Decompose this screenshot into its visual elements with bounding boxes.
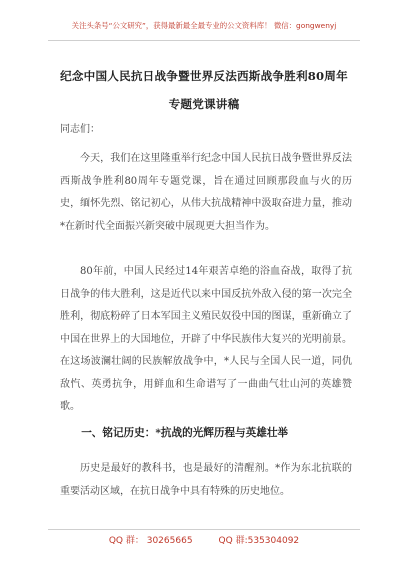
document-title: 纪念中国人民抗日战争暨世界反法西斯战争胜利80周年专题党课讲稿 (60, 69, 348, 111)
header-promo-text: 关注头条号“公文研究”，获得最新最全最专业的公文资料库！ 微信：gongwenyj (71, 21, 337, 30)
footer-qq-group-1: QQ 群： 30265665 (108, 536, 193, 546)
paragraph-intro: 今天，我们在这里隆重举行纪念中国人民抗日战争暨世界反法西斯战争胜利80周年专题党课，旨在通过回顾那段血与火的历史，缅怀先烈、铭记初心，从伟大抗战精神中汲取奋进力量，推动*在新时代全面振兴新突破中展现更大担当作为。 (60, 153, 352, 232)
salutation: 同志们： (60, 124, 100, 135)
paragraph-section-1: 历史是最好的教科书，也是最好的清醒剂。*作为东北抗联的重要活动区域，在抗日战争中具有特殊的历史地位。 (60, 463, 352, 497)
footer-qq-group-2: QQ 群:535304092 (218, 536, 300, 546)
paragraph-history: 80年前，中国人民经过14年艰苦卓绝的浴血奋战，取得了抗日战争的伟大胜利，这是近代以来中国反抗外敌入侵的第一次完全胜利，彻底粉碎了日本军国主义殖民奴役中国的图谋，重新确立了中国在世界上的大国地位，开辟了中华民族伟大复兴的光明前景。在这场波澜壮阔的民族解放战争中，*人民与全国人民一道，同仇敌忾、英勇抗争，用鲜血和生命谱写了一曲曲气壮山河的英雄赞歌。 (60, 266, 352, 412)
section-heading-1: 一、铭记历史：*抗战的光辉历程与英雄壮举 (81, 427, 289, 439)
footer-qq-groups (0, 533, 408, 546)
footer-divider (48, 529, 360, 530)
header-divider (48, 40, 360, 41)
